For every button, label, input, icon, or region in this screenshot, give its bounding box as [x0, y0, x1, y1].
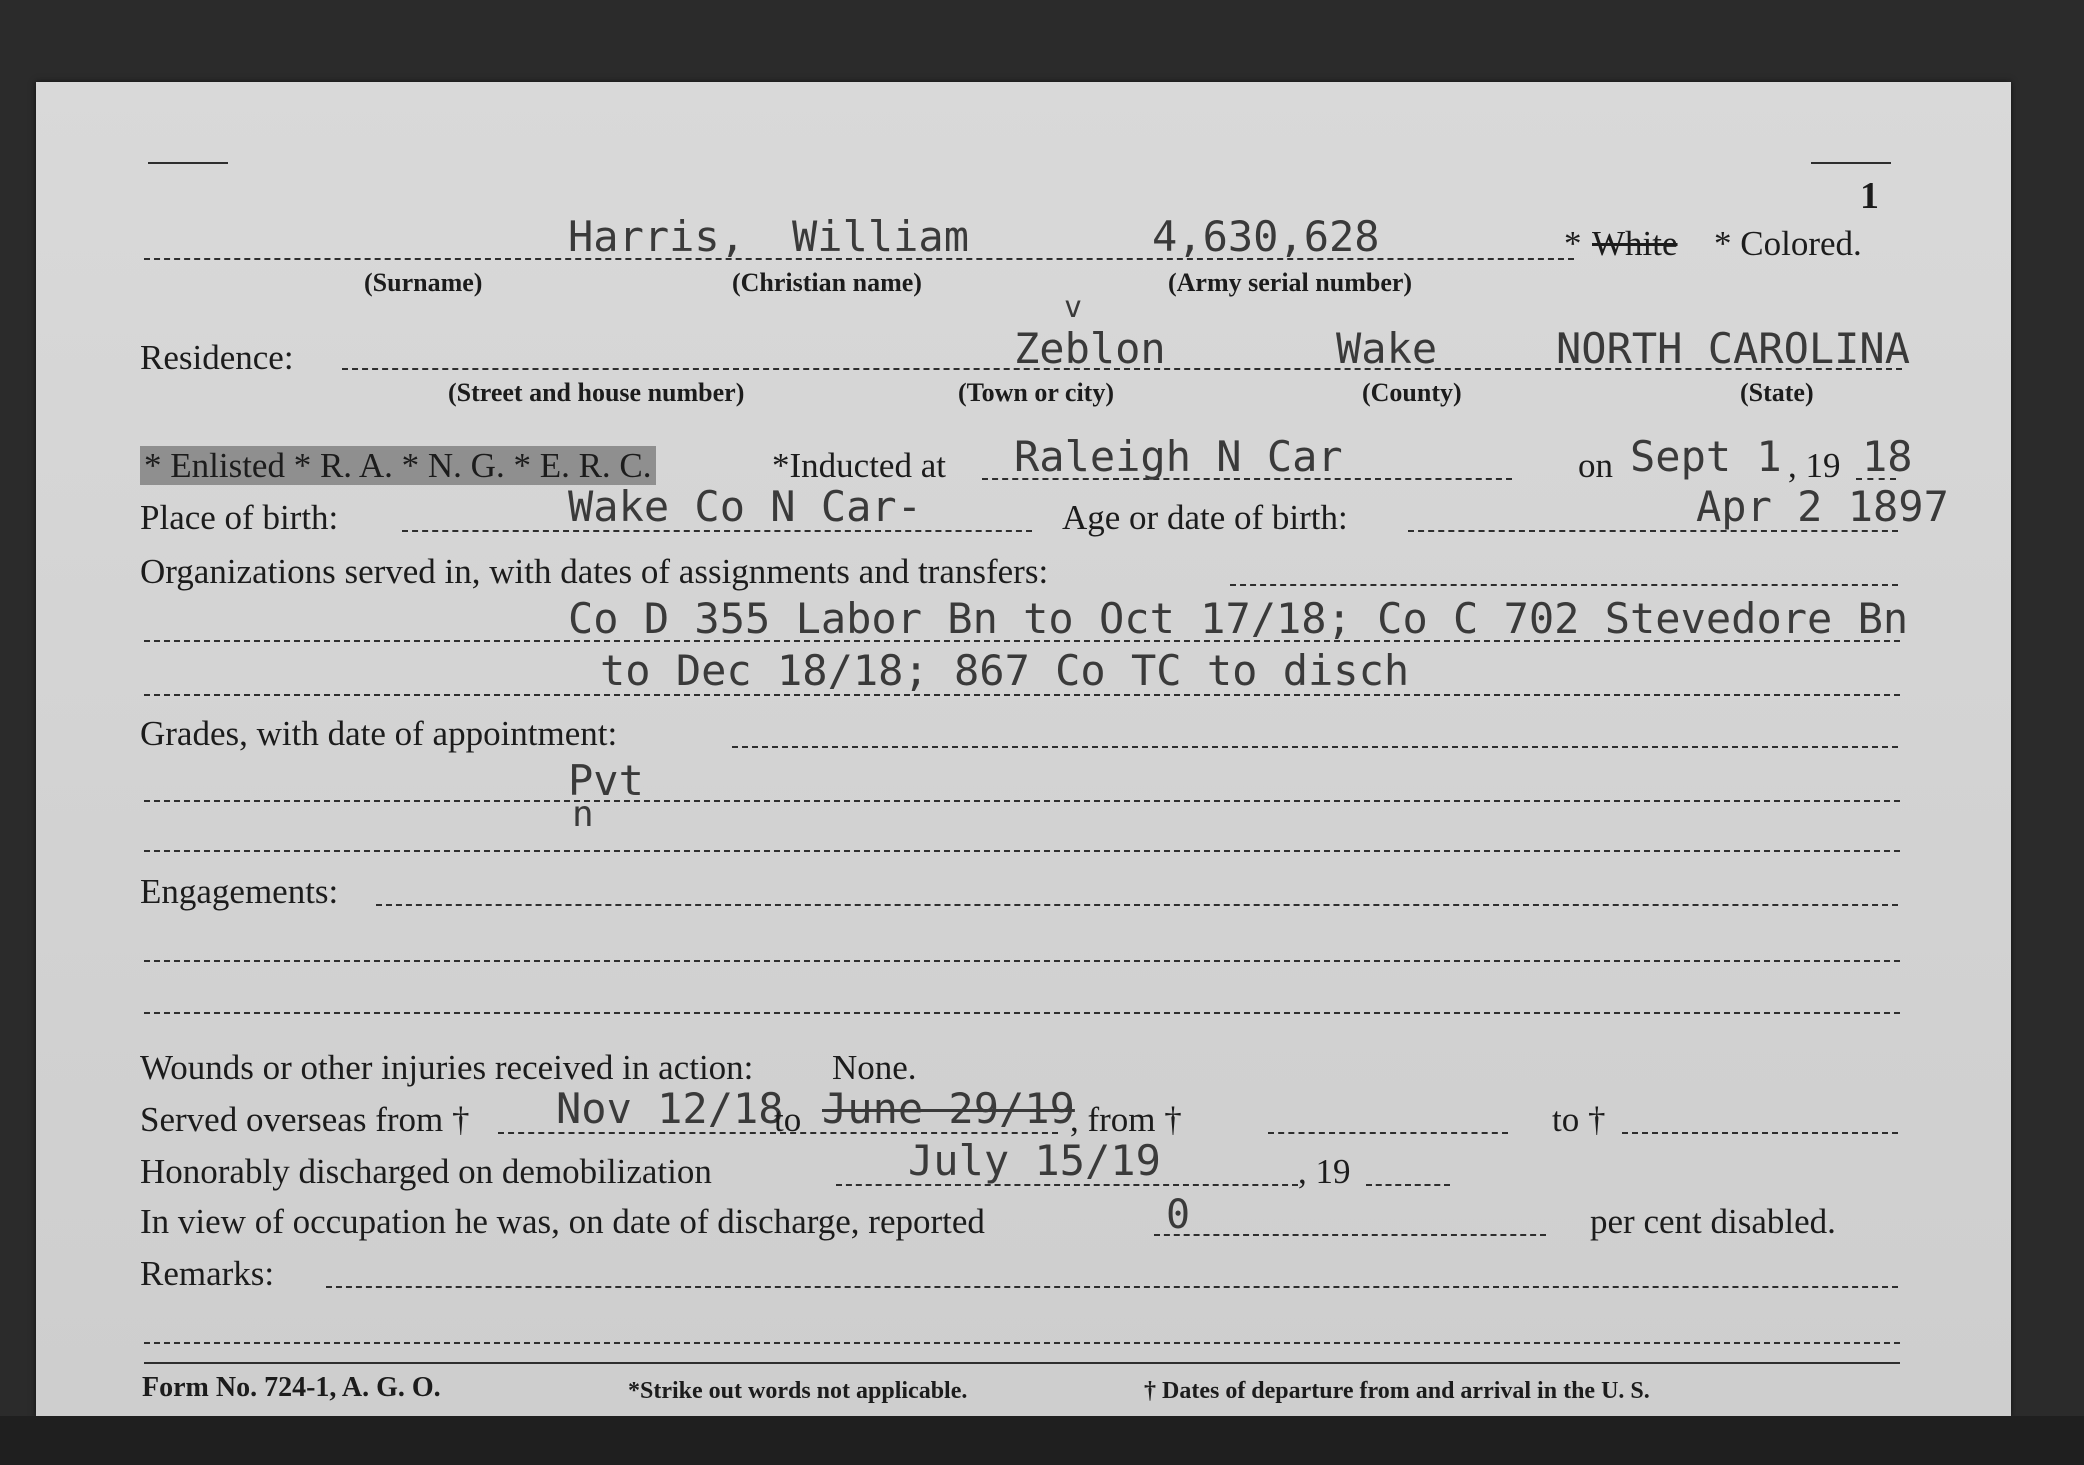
race-colored-option: * Colored.	[1714, 224, 1862, 263]
footer-rule	[144, 1362, 1900, 1364]
race-white-option: White	[1592, 224, 1678, 263]
engagements-line-2	[144, 960, 1900, 962]
christian-name-caption: (Christian name)	[732, 268, 922, 297]
inducted-place-value: Raleigh N Car	[1014, 432, 1343, 481]
disability-value: 0	[1166, 1192, 1191, 1238]
engagements-line-3	[144, 1012, 1900, 1014]
overseas-from2-label: , from †	[1070, 1100, 1182, 1139]
remarks-line	[326, 1286, 1898, 1288]
overseas-to-value: June 29/19	[822, 1084, 1075, 1133]
corner-rule	[1811, 162, 1891, 164]
race-white-prefix: *	[1564, 224, 1582, 263]
record-card	[36, 82, 2011, 1416]
surname-value: Harris,	[568, 212, 746, 261]
serial-number-caption: (Army serial number)	[1168, 268, 1413, 297]
overseas-to-label: to	[774, 1100, 802, 1139]
organizations-line	[1230, 584, 1898, 586]
discharge-label: Honorably discharged on demobilization	[140, 1152, 712, 1191]
overseas-from2-line	[1268, 1132, 1508, 1134]
disability-label: In view of occupation he was, on date of discharge, reported	[140, 1202, 985, 1241]
wounds-label: Wounds or other injuries received in action:	[140, 1048, 754, 1087]
induction-year-value: 18	[1862, 432, 1913, 481]
town-value: Zeblon	[1014, 324, 1166, 373]
age-label: Age or date of birth:	[1062, 498, 1348, 537]
discharge-year-label: , 19	[1298, 1152, 1351, 1191]
card-number: 1	[1860, 175, 1879, 217]
grades-line	[732, 746, 1898, 748]
street-caption: (Street and house number)	[448, 378, 745, 407]
footnote-dates: † Dates of departure from and arrival in the U. S.	[1144, 1378, 1650, 1404]
grades-label: Grades, with date of appointment:	[140, 714, 618, 753]
surname-caption: (Surname)	[364, 268, 483, 297]
remarks-line-2	[144, 1342, 1900, 1344]
year-prefix: , 19	[1788, 446, 1841, 485]
residence-label: Residence:	[140, 338, 294, 377]
remarks-label: Remarks:	[140, 1254, 275, 1293]
enlistment-options	[140, 446, 656, 486]
place-of-birth-value: Wake Co N Car-	[568, 482, 923, 531]
serial-number-value: 4,630,628	[1152, 212, 1380, 261]
town-caption: (Town or city)	[958, 378, 1114, 407]
engagements-line	[376, 904, 1898, 906]
disability-suffix: per cent disabled.	[1590, 1202, 1836, 1241]
discharge-year-line	[1366, 1184, 1450, 1186]
town-check-mark: v	[1064, 290, 1083, 325]
on-label: on	[1578, 446, 1613, 485]
overseas-to2-line	[1622, 1132, 1898, 1134]
state-caption: (State)	[1740, 378, 1814, 407]
state-value: NORTH CAROLINA	[1556, 324, 1911, 373]
organizations-label: Organizations served in, with dates of assignments and transfers:	[140, 552, 1049, 591]
background-strip	[0, 1416, 2084, 1465]
footnote-strike-out: *Strike out words not applicable.	[628, 1378, 968, 1404]
discharge-date-value: July 15/19	[908, 1136, 1161, 1185]
overseas-label: Served overseas from †	[140, 1100, 470, 1139]
corner-rule	[148, 162, 228, 164]
date-of-birth-value: Apr 2 1897	[1696, 482, 1949, 531]
engagements-label: Engagements:	[140, 872, 339, 911]
organizations-value-2: to Dec 18/18; 867 Co TC to disch	[600, 646, 1410, 695]
wounds-value: None.	[832, 1048, 917, 1087]
overseas-to2-label: to †	[1552, 1100, 1606, 1139]
inducted-label: *Inducted at	[772, 446, 946, 485]
grade-value: Pvt	[568, 756, 644, 805]
induction-date-value: Sept 1	[1630, 432, 1782, 481]
organizations-value-1: Co D 355 Labor Bn to Oct 17/18; Co C 702 Stevedore Bn	[568, 594, 1909, 643]
county-caption: (County)	[1362, 378, 1462, 407]
overseas-from-value: Nov 12/18	[556, 1084, 784, 1133]
form-number: Form No. 724-1, A. G. O.	[142, 1372, 441, 1403]
place-of-birth-label: Place of birth:	[140, 498, 339, 537]
christian-name-value: William	[792, 212, 970, 261]
disability-line	[1154, 1234, 1546, 1236]
county-value: Wake	[1336, 324, 1438, 373]
grades-line-2	[144, 800, 1900, 802]
enlistment-options-text: * Enlisted * R. A. * N. G. * E. R. C.	[140, 446, 656, 485]
grade-mark: n	[572, 794, 594, 835]
grades-line-3	[144, 850, 1900, 852]
